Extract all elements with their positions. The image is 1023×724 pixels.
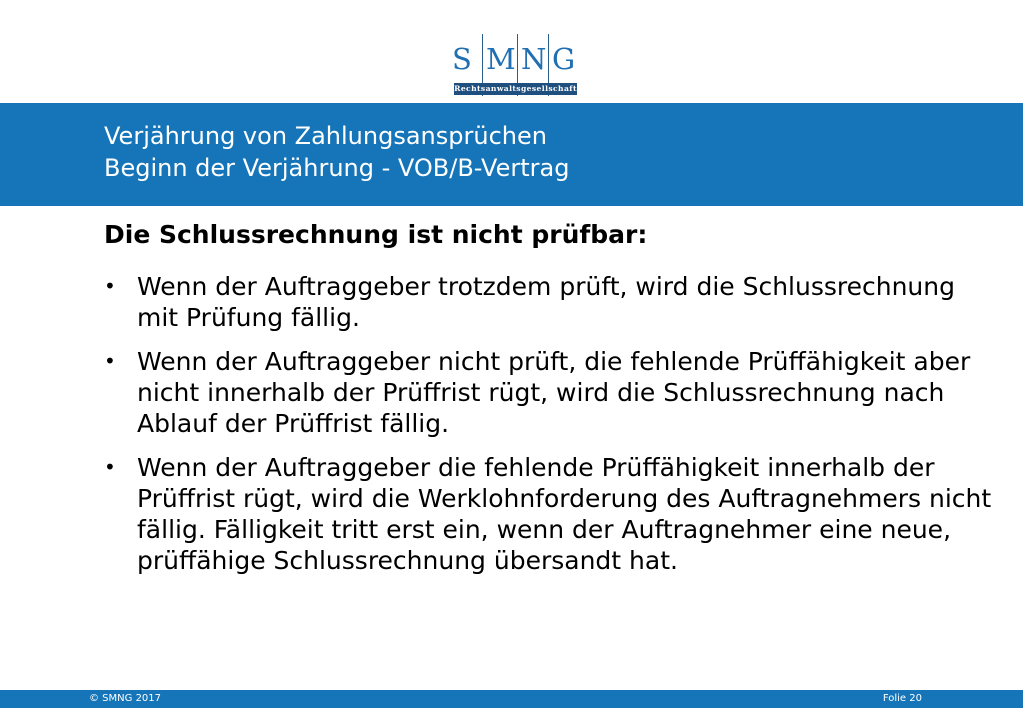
logo-letter-n: N bbox=[521, 42, 547, 76]
logo-letter-s: S bbox=[452, 42, 472, 76]
bullet-text: Wenn der Auftraggeber die fehlende Prüffähigkeit innerhalb der Prüffrist rügt, wird die Werklohnforderung des Auftragnehmers nicht fällig. Fälligkeit tritt erst ein, wenn der Auftragnehmer eine neue, prüffähige Schlussrechnung übersandt hat. bbox=[137, 453, 992, 575]
footer-band bbox=[0, 690, 1023, 708]
bullet-icon: • bbox=[104, 455, 116, 479]
bullet-text: Wenn der Auftraggeber nicht prüft, die fehlende Prüffähigkeit aber nicht innerhalb der Prüffrist rügt, wird die Schlussrechnung nach Ablauf der Prüffrist fällig. bbox=[137, 347, 971, 438]
slide-number: Folie 20 bbox=[882, 693, 922, 704]
bullet-item bbox=[104, 271, 1004, 333]
slide-title-line-1: Verjährung von Zahlungsansprüchen bbox=[104, 122, 547, 150]
logo-letters bbox=[450, 34, 578, 74]
title-band bbox=[0, 103, 1023, 206]
smng-logo bbox=[450, 14, 578, 96]
bullet-item bbox=[104, 452, 1004, 576]
bullet-list bbox=[104, 271, 1004, 576]
bullet-icon: • bbox=[104, 349, 116, 373]
footer-copyright: © SMNG 2017 bbox=[89, 693, 162, 704]
logo-subtitle: Rechtsanwaltsgesellschaft bbox=[454, 84, 577, 93]
bullet-icon: • bbox=[104, 274, 116, 298]
bullet-item bbox=[104, 346, 1004, 439]
slide-title-line-2: Beginn der Verjährung - VOB/B-Vertrag bbox=[104, 154, 570, 182]
logo-letter-g: G bbox=[552, 42, 576, 76]
slide-content bbox=[104, 216, 1004, 576]
content-heading: Die Schlussrechnung ist nicht prüfbar: bbox=[104, 220, 648, 249]
logo-letter-m: M bbox=[486, 42, 516, 76]
bullet-text: Wenn der Auftraggeber trotzdem prüft, wird die Schlussrechnung mit Prüfung fällig. bbox=[137, 272, 955, 332]
